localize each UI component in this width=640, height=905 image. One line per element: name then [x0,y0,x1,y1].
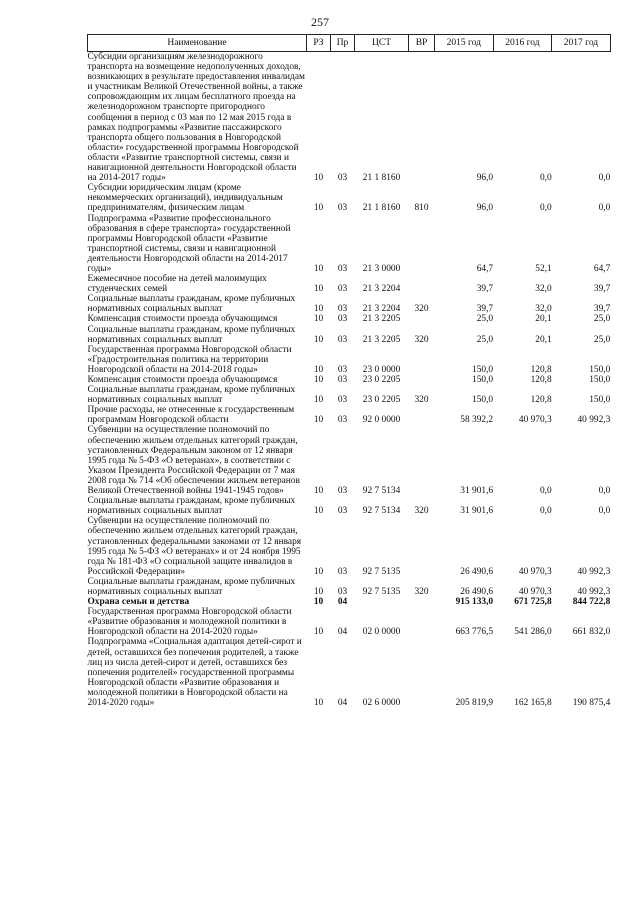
cell-pr: 03 [337,334,348,345]
cell-2016: 162 165,8 [514,698,552,708]
table-row [88,52,611,184]
cell-2016: 20,1 [535,314,552,325]
cell-cst: 02 6 0000 [362,698,401,708]
cell-vr [409,516,435,577]
cell-2015: 25,0 [476,314,494,325]
cell-vr [409,345,435,375]
cell-rz: 10 [313,173,324,184]
cell-pr: 03 [337,304,348,315]
cell-cst: 21 3 2205 [362,334,401,345]
cell-2015: 96,0 [476,173,494,184]
cell-pr: 03 [337,395,348,406]
cell-vr [409,637,435,708]
cell-rz: 10 [313,698,324,708]
cell-cst: 02 0 0000 [362,627,401,638]
cell-vr [409,214,435,275]
cell-2017: 0,0 [598,203,611,214]
cell-cst: 92 7 5135 [362,586,401,597]
cell-2016: 32,0 [535,284,552,295]
cell-2016: 32,0 [535,304,552,315]
table-header-row [88,35,611,52]
cell-cst: 92 7 5135 [362,566,401,577]
cell-2015: 39,7 [476,284,494,295]
cell-cst: 21 1 8160 [362,173,401,184]
cell-vr: 810 [414,203,429,214]
table-row [88,607,611,637]
cell-name: Охрана семьи и детства [87,597,190,608]
table-row [88,405,611,425]
cell-2015: 150,0 [472,375,494,385]
table-row [88,214,611,275]
cell-rz: 10 [313,627,324,638]
cell-name: Государственная программа Новгородской области «Градостроительная политика на территории Новгородской области на 2014-2018 годы» [87,344,292,375]
table-row [88,314,611,324]
cell-vr: 320 [414,506,429,517]
cell-cst: 92 7 5134 [362,506,401,517]
cell-vr: 320 [414,334,429,345]
cell-name: Социальные выплаты гражданам, кроме публичных нормативных социальных выплат [87,496,296,517]
header-pr: Пр [331,35,355,52]
header-rz: РЗ [307,35,331,52]
cell-2016: 40 970,3 [518,586,552,597]
cell-name: Социальные выплаты гражданам, кроме публичных нормативных социальных выплат [87,294,296,315]
cell-2015: 96,0 [476,203,494,214]
cell-cst: 21 1 8160 [362,203,401,214]
cell-name: Социальные выплаты гражданам, кроме публичных нормативных социальных выплат [87,576,296,597]
cell-2016: 120,8 [530,375,552,385]
cell-2017: 150,0 [589,364,611,375]
cell-name: Субсидии организациям железнодорожного транспорта на возмещение недополученных доходов, возникающих в результате предоставления инвалидам и участникам Великой Отечественной войны, а также сопровождающим их лицам бесплатного проезда на железнодорожном транспорте пригородного сообщения в период с 03 мая по 12 мая 2015 года в рамках подпрограммы «Развитие пассажирского транспорта общего пользования в Новгородской области» государственной программы Новгородской области «Развитие транспортной системы, связи и навигационной деятельности Новгородской области на 2014-2017 годы» [87,52,305,184]
cell-2017: 0,0 [598,486,611,497]
cell-2016: 120,8 [530,395,552,406]
header-cst: ЦСТ [355,35,409,52]
cell-pr: 03 [337,586,348,597]
cell-name: Подпрограмма «Социальная адаптация детей-сирот и детей, оставшихся без попечения родителей, а также лиц из числа детей-сирот и детей, оставшихся без попечения родителей» государственной программы Новгородской области «Развитие образования и молодежной политики в Новгородской области на 2014-2020 годы» [87,637,302,708]
cell-2017: 150,0 [589,395,611,406]
cell-pr: 03 [337,314,348,325]
cell-name: Подпрограмма «Развитие профессионального образования в сфере транспорта» государственной программы Новгородской области «Развитие транспортной системы, связи и навигационной деятельности Новгородской области на 2014-2017 годы» [87,213,291,274]
cell-2015: 39,7 [476,304,494,315]
cell-pr: 03 [337,284,348,295]
cell-2017: 39,7 [593,284,611,295]
cell-rz: 10 [313,284,324,295]
cell-2017: 190 875,4 [572,698,611,708]
header-name: Наименование [88,35,307,52]
cell-name: Ежемесячное пособие на детей малоимущих студенческих семей [87,274,267,295]
table-row [88,294,611,314]
cell-rz: 10 [313,597,324,608]
cell-pr: 03 [337,415,348,426]
cell-2017: 25,0 [593,334,611,345]
table-row [88,375,611,385]
cell-2015: 31 901,6 [460,486,494,497]
header-2015: 2015 год [435,35,494,52]
cell-cst: 21 3 0000 [362,263,401,274]
cell-rz: 10 [313,395,324,406]
cell-vr: 320 [414,304,429,315]
cell-2017: 0,0 [598,506,611,517]
cell-rz: 10 [313,203,324,214]
cell-2015: 26 490,6 [460,586,494,597]
cell-pr: 03 [337,173,348,184]
cell-cst: 92 7 5134 [362,486,401,497]
cell-rz: 10 [313,486,324,497]
cell-2017: 40 992,3 [577,415,611,426]
cell-2016: 120,8 [530,364,552,375]
cell-2015: 915 133,0 [455,597,494,608]
header-2017: 2017 год [552,35,611,52]
cell-vr [409,597,435,607]
cell-2015: 205 819,9 [455,698,494,708]
cell-vr [409,52,435,184]
cell-pr: 03 [337,203,348,214]
table-row [88,274,611,294]
cell-2016: 0,0 [539,203,552,214]
header-vr: ВР [409,35,435,52]
cell-rz: 10 [313,334,324,345]
cell-pr: 03 [337,375,348,385]
cell-2017: 39,7 [593,304,611,315]
cell-2015: 58 392,2 [460,415,494,426]
cell-cst: 21 3 2204 [362,284,401,295]
table-row [88,183,611,213]
cell-2017: 0,0 [598,173,611,184]
page-number: 257 [311,15,329,29]
cell-rz: 10 [313,263,324,274]
cell-pr: 03 [337,364,348,375]
cell-2016: 20,1 [535,334,552,345]
cell-2016: 0,0 [539,173,552,184]
cell-name: Субсидии юридическим лицам (кроме некоммерческих организаций), индивидуальным предпринимателям, физическим лицам [87,183,283,214]
cell-2016: 0,0 [539,506,552,517]
cell-pr: 03 [337,506,348,517]
cell-2016: 0,0 [539,486,552,497]
cell-vr: 320 [414,586,429,597]
cell-rz: 10 [313,506,324,517]
cell-rz: 10 [313,566,324,577]
cell-cst: 23 0 0000 [362,364,401,375]
cell-pr: 03 [337,486,348,497]
table-row [88,385,611,405]
table-row [88,325,611,345]
cell-name: Компенсация стоимости проезда обучающимся [87,314,278,325]
table-row [88,637,611,708]
cell-name: Прочие расходы, не отнесенные к государственным программам Новгородской области [87,405,295,426]
cell-2017: 40 992,3 [577,586,611,597]
cell-name: Субвенции на осуществление полномочий по обеспечению жильем отдельных категорий граждан, установленных федеральными законами от 12 января 1995 года № 5-ФЗ «О ветеранах» и от 24 ноября 1995 года № 181-ФЗ «О социальной защите инвалидов в Российской Федерации» [87,516,302,577]
cell-pr: 04 [337,698,348,708]
cell-pr: 03 [337,263,348,274]
table-row [88,496,611,516]
header-2016: 2016 год [493,35,552,52]
cell-2017: 844 722,8 [572,597,611,608]
cell-2017: 64,7 [593,263,611,274]
cell-2015: 150,0 [472,395,494,406]
cell-cst: 21 3 2204 [362,304,401,315]
cell-vr [409,274,435,294]
cell-2015: 25,0 [476,334,494,345]
cell-2015: 150,0 [472,364,494,375]
cell-rz: 10 [313,586,324,597]
cell-2017: 661 832,0 [572,627,611,638]
cell-rz: 10 [313,304,324,315]
cell-name: Субвенции на осуществление полномочий по обеспечению жильем отдельных категорий граждан, установленных Федеральным законом от 12 января 1995 года № 5-ФЗ «О ветеранах», в соответствии с Указом Президента Российской Федерации от 7 мая 2008 года № 714 «Об обеспечении жильем ветеранов Великой Отечественной войны 1941-1945 годов» [87,425,300,497]
cell-name: Государственная программа Новгородской области «Развитие образования и молодежной политики в Новгородской области на 2014-2020 годы» [87,607,292,638]
cell-name: Компенсация стоимости проезда обучающимся [87,375,278,385]
cell-vr [409,607,435,637]
table-row [88,425,611,496]
cell-cst: 23 0 2205 [362,375,401,385]
cell-rz: 10 [313,364,324,375]
cell-cst: 23 0 2205 [362,395,401,406]
cell-2015: 64,7 [476,263,494,274]
cell-name: Социальные выплаты гражданам, кроме публичных нормативных социальных выплат [87,324,296,345]
cell-pr: 04 [337,597,348,608]
cell-pr: 04 [337,627,348,638]
cell-2017: 25,0 [593,314,611,325]
cell-vr [409,405,435,425]
cell-name: Социальные выплаты гражданам, кроме публичных нормативных социальных выплат [87,385,296,406]
table-row [88,516,611,577]
cell-2016: 671 725,8 [514,597,552,608]
cell-vr [409,375,435,385]
cell-cst: 92 0 0000 [362,415,401,426]
cell-2015: 31 901,6 [460,506,494,517]
cell-vr [409,425,435,496]
cell-cst [355,597,409,607]
cell-2017: 150,0 [589,375,611,385]
cell-2015: 26 490,6 [460,566,494,577]
cell-2017: 40 992,3 [577,566,611,577]
budget-table [87,34,611,708]
cell-pr: 03 [337,566,348,577]
table-row [88,577,611,597]
table-row [88,597,611,607]
cell-vr [409,314,435,324]
table-row [88,345,611,375]
cell-2016: 40 970,3 [518,566,552,577]
cell-2016: 52,1 [535,263,552,274]
cell-vr: 320 [414,395,429,406]
cell-rz: 10 [313,415,324,426]
cell-2016: 541 286,0 [514,627,552,638]
cell-rz: 10 [313,314,324,325]
cell-2015: 663 776,5 [455,627,494,638]
cell-2016: 40 970,3 [518,415,552,426]
cell-rz: 10 [313,375,324,385]
cell-cst: 21 3 2205 [362,314,401,325]
